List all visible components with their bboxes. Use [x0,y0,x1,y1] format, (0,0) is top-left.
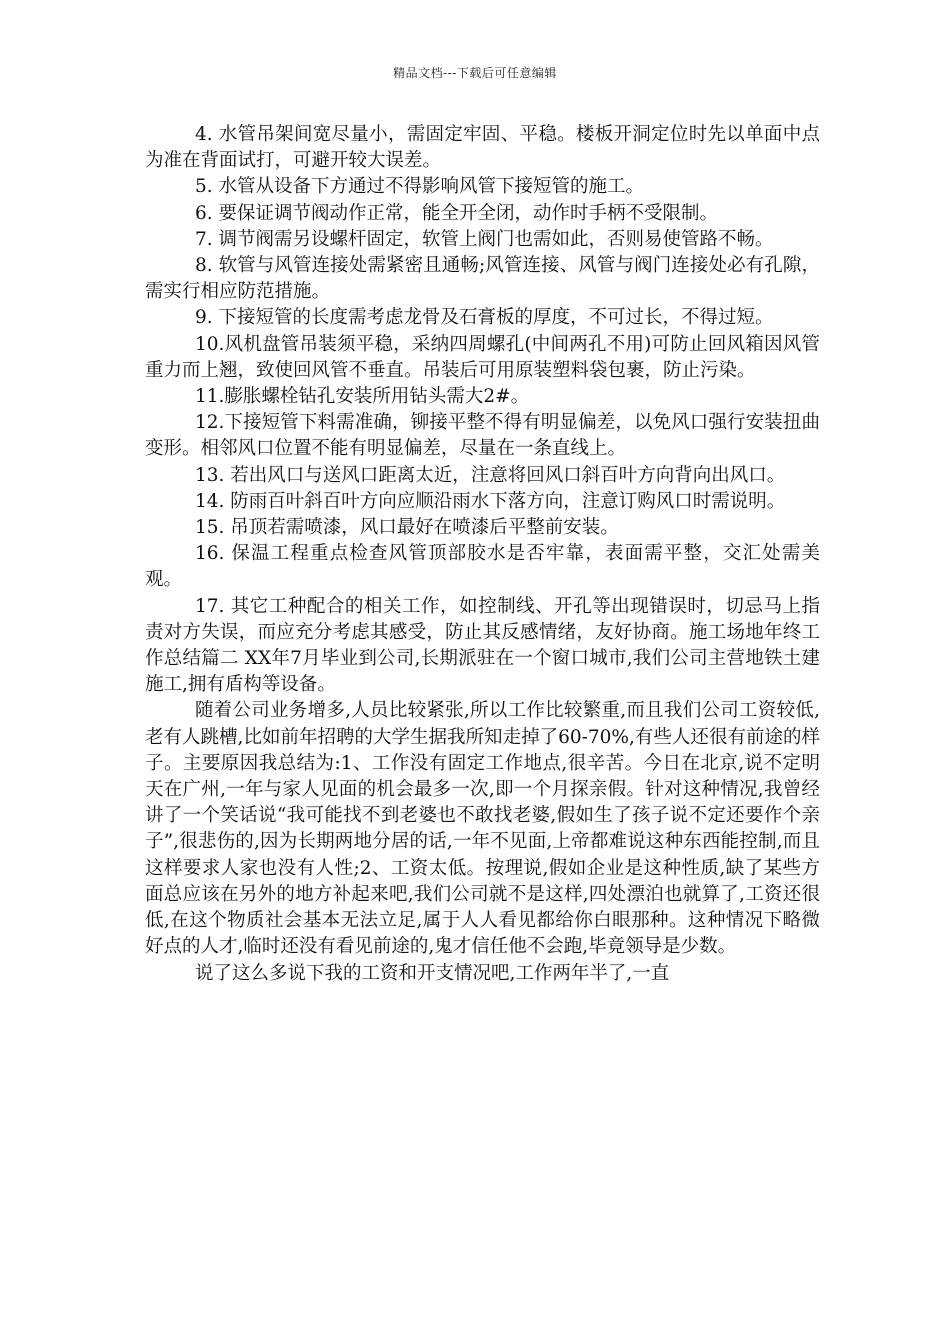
paragraph-item-16: 16. 保温工程重点检查风管顶部胶水是否牢靠，表面需平整，交汇处需美观。 [145,543,820,591]
page-header: 精品文档---下载后可任意编辑 [393,66,557,80]
paragraph-item-17: 17. 其它工种配合的相关工作，如控制线、开孔等出现错误时，切忌马上指责对方失误，而应充分考虑其感受，防止其反感情绪，友好协商。施工场地年终工作总结篇二 XX年7月毕业到公司,长期派驻在一个窗口城市,我们公司主营地铁土建施工,拥有盾构等设备。 [145,595,820,696]
paragraph-item-14: 14. 防雨百叶斜百叶方向应顺沿雨水下落方向，注意订购风口时需说明。 [194,490,786,512]
paragraph-item-8: 8. 软管与风管连接处需紧密且通畅;风管连接、风管与阀门连接处必有孔隙，需实行相应防范措施。 [145,255,820,303]
paragraph-item-10: 10.风机盘管吊装须平稳，采纳四周螺孔(中间两孔不用)可防止回风箱因风管重力而上翘，致使回风管不垂直。吊装后可用原装塑料袋包裹，防止污染。 [145,333,820,381]
paragraph-item-12: 12.下接短管下料需准确，铆接平整不得有明显偏差，以免风口强行安装扭曲变形。相邻风口位置不能有明显偏差，尽量在一条直线上。 [145,412,820,460]
document-body [145,122,820,987]
paragraph-item-5: 5. 水管从设备下方通过不得影响风管下接短管的施工。 [194,176,644,198]
paragraph-salary-issues: 随着公司业务增多,人员比较紧张,所以工作比较繁重,而且我们公司工资较低,老有人跳槽,比如前年招聘的大学生据我所知走掉了60-70%,有些人还很有前途的样子。主要原因我总结为:1、工作没有固定工作地点,很辛苦。今日在北京,说不定明天在广州,一年与家人见面的机会最多一次,即一个月探亲假。针对这种情况,我曾经讲了一个笑话说“我可能找不到老婆也不敢找老婆,假如生了孩子说不定还要作个亲子”,很悲伤的,因为长期两地分居的话,一年不见面,上帝都难说这种东西能控制,而且这样要求人家也没有人性;2、工资太低。按理说,假如企业是这种性质,缺了某些方面总应该在另外的地方补起来吧,我们公司就不是这样,四处漂泊也就算了,工资还很低,在这个物质社会基本无法立足,属于人人看见都给你白眼那种。这种情况下略微好点的人才,临时还没有看见前途的,鬼才信任他不会跑,毕竟领导是少数。 [145,700,820,958]
paragraph-item-4: 4. 水管吊架间宽尽量小，需固定牢固、平稳。楼板开洞定位时先以单面中点为准在背面试打，可避开较大误差。 [145,124,820,172]
paragraph-item-15: 15. 吊顶若需喷漆，风口最好在喷漆后平整前安装。 [194,517,619,539]
paragraph-income-expenses: 说了这么多说下我的工资和开支情况吧,工作两年半了,一直 [194,962,670,984]
paragraph-item-13: 13. 若出风口与送风口距离太近，注意将回风口斜百叶方向背向出风口。 [194,464,786,486]
paragraph-item-7: 7. 调节阀需另设螺杆固定，软管上阀门也需如此，否则易使管路不畅。 [194,228,774,250]
paragraph-item-9: 9. 下接短管的长度需考虑龙骨及石膏板的厚度，不可过长，不得过短。 [194,307,774,329]
paragraph-item-11: 11.膨胀螺栓钻孔安装所用钻头需大2#。 [194,386,530,408]
paragraph-item-6: 6. 要保证调节阀动作正常，能全开全闭，动作时手柄不受限制。 [194,202,718,224]
